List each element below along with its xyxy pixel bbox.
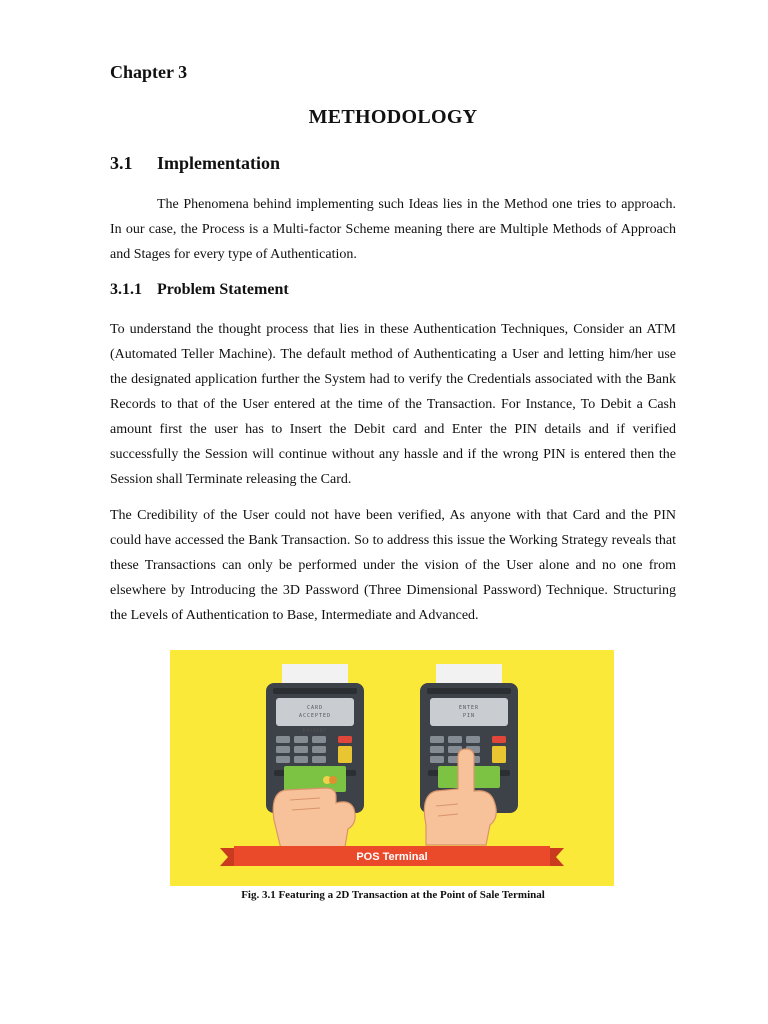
- figure-caption: Fig. 3.1 Featuring a 2D Transaction at the Point of Sale Terminal: [241, 889, 545, 901]
- keypad-label: PAYMENT: [303, 728, 327, 733]
- right-pos-terminal: [420, 664, 518, 845]
- screen-line-1: ENTER: [458, 705, 480, 711]
- printer-slot: [273, 688, 357, 694]
- subsection-heading: [110, 281, 289, 299]
- page-title: METHODOLOGY: [308, 106, 478, 128]
- chapter-label: Chapter 3: [110, 62, 188, 82]
- pos-terminal-illustration: [170, 650, 614, 886]
- enter-key: [492, 746, 506, 763]
- printer-slot: [427, 688, 511, 694]
- enter-key: [338, 746, 352, 763]
- section-title: Implementation: [157, 153, 280, 173]
- terminal-screen: [276, 698, 354, 726]
- screen-line-2: ACCEPTED: [298, 713, 332, 719]
- left-pos-terminal: [266, 664, 364, 853]
- screen-line-2: PIN: [462, 713, 476, 719]
- pos-terminal-figure: [170, 650, 614, 886]
- paragraph-credibility: The Credibility of the User could not have been verified, As anyone with that Card and the PIN could have accessed the Bank Transaction. So to address this issue the Working Strategy reveals that these Transactions can only be performed under the vision of the User alone and no one from elsewhere by Introducing the 3D Password (Three Dimensional Password) Technique. Structuring the Levels of Authentication to Base, Intermediate and Advanced.: [110, 508, 676, 623]
- section-number: 3.1: [110, 153, 133, 173]
- section-heading: [110, 153, 280, 174]
- screen-line-1: CARD: [306, 705, 324, 711]
- terminal-screen: [430, 698, 508, 726]
- banner-label: POS Terminal: [356, 851, 428, 863]
- paragraph-problem: To understand the thought process that lies in these Authentication Techniques, Consider an ATM (Automated Teller Machine). The default method of Authenticating a User and letting him/her use the designated application further the System had to verify the Credentials associated with the Bank Records to that of the User entered at the time of the Transaction. For Instance, To Debit a Cash amount first the user has to Insert the Debit card and Enter the PIN details and if verified successfully the Session will continue without any hassle and if the wrong PIN is entered then the Session shall Terminate releasing the Card.: [110, 322, 676, 487]
- keypad: [276, 736, 326, 763]
- pos-terminal-banner: [220, 846, 564, 866]
- subsection-number: 3.1.1: [110, 281, 142, 298]
- subsection-title: Problem Statement: [157, 281, 289, 298]
- cancel-key: [492, 736, 506, 743]
- paragraph-intro: The Phenomena behind implementing such Ideas lies in the Method one tries to approach. In our case, the Process is a Multi-factor Scheme meaning there are Multiple Methods of Approach and Stages for every type of Authentication.: [110, 197, 676, 262]
- cancel-key: [338, 736, 352, 743]
